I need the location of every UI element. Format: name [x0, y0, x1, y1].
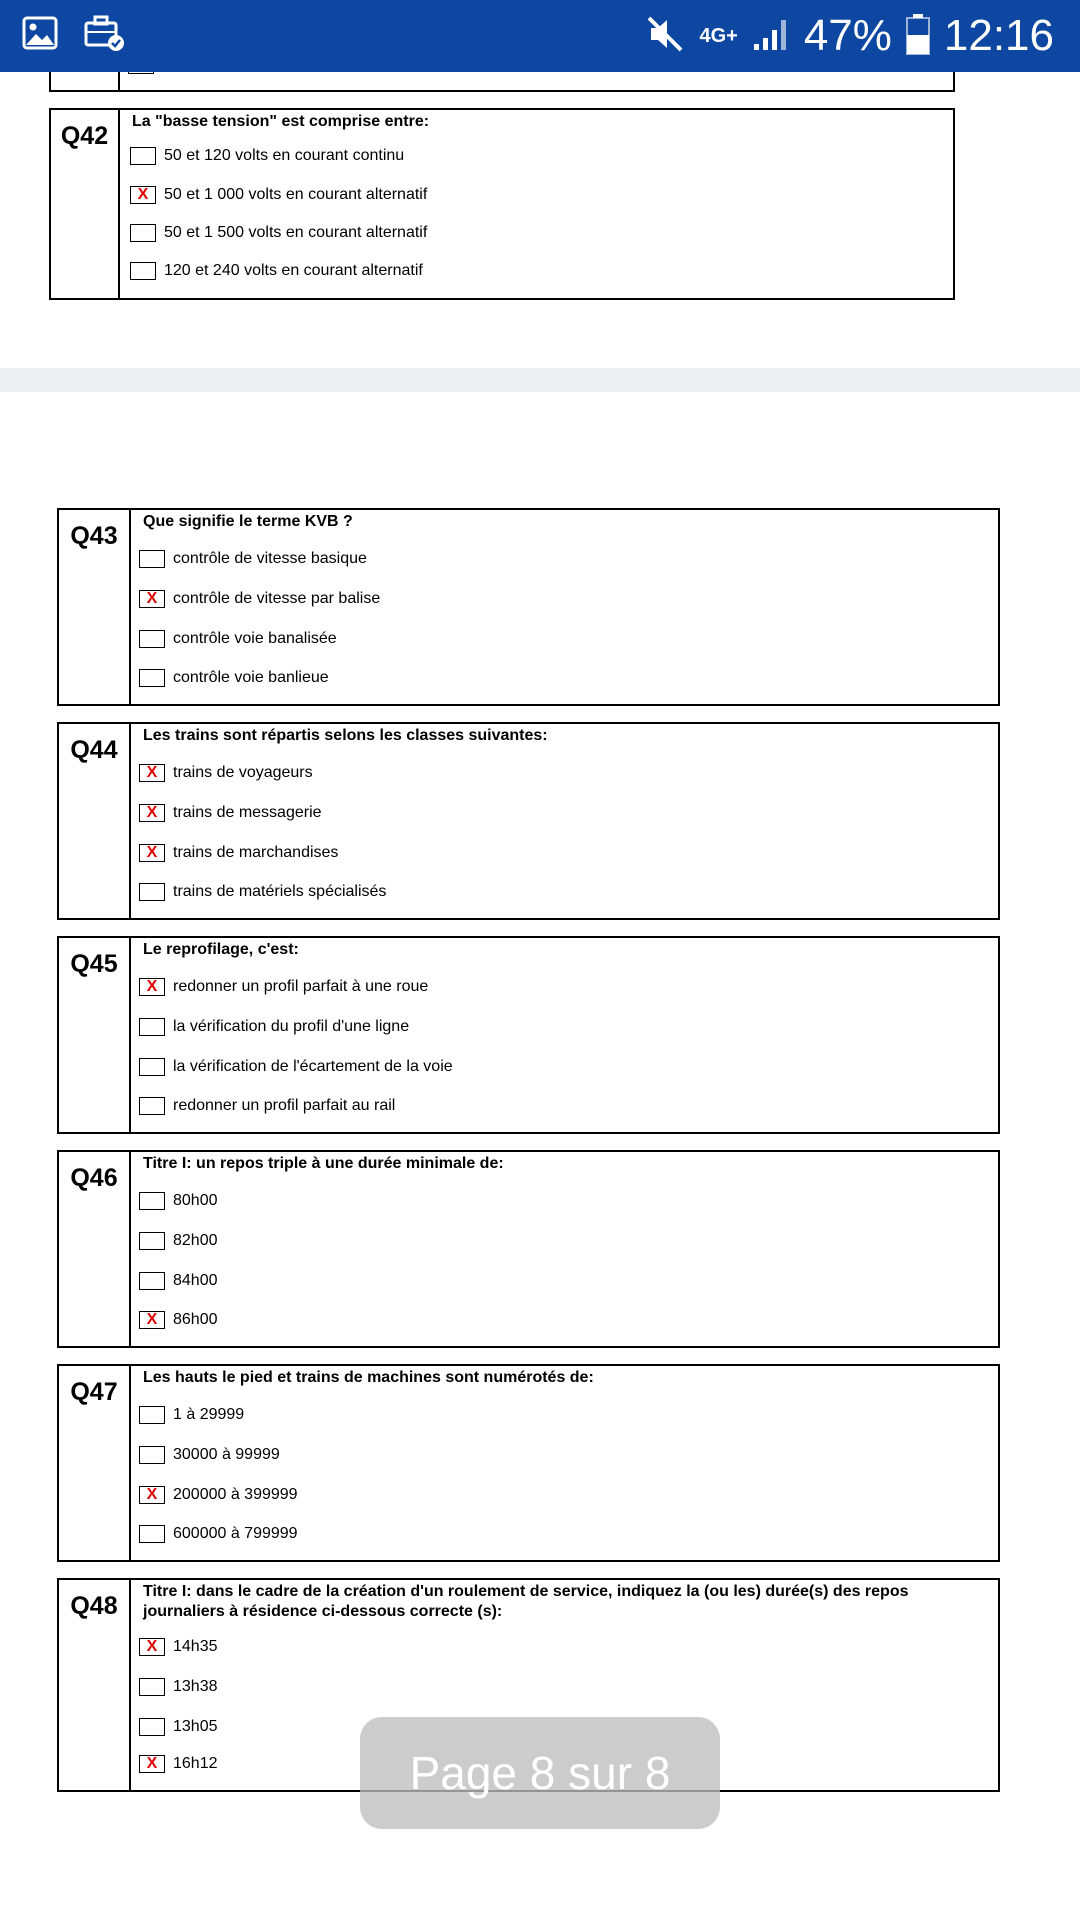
answer-option[interactable]	[139, 1232, 218, 1250]
question-title-line: Titre I: dans le cadre de la création d'un roulement de service, indiquez la (ou les) durée(s) des repos	[143, 1583, 909, 1600]
answer-label: 86h00	[173, 1311, 218, 1328]
answer-option[interactable]	[139, 1097, 395, 1115]
battery-percentage: 47%	[803, 11, 892, 60]
question-number: Q47	[59, 1366, 131, 1560]
question-number: Q46	[59, 1152, 131, 1346]
question-title: Les trains sont répartis selons les classes suivantes:	[143, 727, 548, 744]
answer-option[interactable]	[139, 1446, 280, 1464]
answer-label: trains de voyageurs	[173, 764, 313, 781]
answer-checkbox[interactable]	[139, 1097, 165, 1115]
question-block-q45	[57, 936, 1000, 1134]
answer-checkbox[interactable]	[139, 883, 165, 901]
answer-checkbox[interactable]	[139, 1058, 165, 1076]
answer-option[interactable]	[139, 1486, 298, 1504]
answer-option[interactable]	[139, 764, 313, 782]
answer-option[interactable]	[139, 804, 322, 822]
answer-label: 80h00	[173, 1192, 218, 1209]
answer-label: redonner un profil parfait à une roue	[173, 978, 429, 995]
answer-option[interactable]	[139, 550, 367, 568]
answer-option[interactable]	[139, 844, 338, 862]
answer-label: trains de messagerie	[173, 804, 322, 821]
question-block-q43	[57, 508, 1000, 706]
question-number: Q48	[59, 1580, 131, 1790]
page-indicator-toast: Page 8 sur 8	[360, 1717, 720, 1829]
answer-label: 13h38	[173, 1678, 218, 1695]
answer-checkbox-checked[interactable]: X	[139, 804, 165, 822]
clock: 12:16	[943, 11, 1054, 60]
answer-checkbox[interactable]	[139, 550, 165, 568]
answer-label: contrôle de vitesse par balise	[173, 590, 381, 607]
answer-label: 30000 à 99999	[173, 1446, 280, 1463]
answer-checkbox[interactable]	[130, 147, 156, 165]
answer-option[interactable]	[139, 1678, 218, 1696]
answer-checkbox-checked[interactable]: X	[139, 590, 165, 608]
answer-checkbox[interactable]	[139, 1525, 165, 1543]
answer-label: 14h35	[173, 1638, 218, 1655]
question-title: Titre I: un repos triple à une durée minimale de:	[143, 1155, 504, 1172]
answer-checkbox-checked[interactable]: X	[139, 1486, 165, 1504]
answer-checkbox-checked[interactable]: X	[139, 1755, 165, 1773]
answer-label: 200000 à 399999	[173, 1486, 298, 1503]
answer-checkbox[interactable]	[139, 1678, 165, 1696]
answer-label: redonner un profil parfait au rail	[173, 1097, 396, 1114]
answer-label: contrôle voie banlieue	[173, 669, 329, 686]
answer-checkbox[interactable]	[139, 1192, 165, 1210]
answer-label: la vérification du profil d'une ligne	[173, 1018, 410, 1035]
question-block-q46	[57, 1150, 1000, 1348]
answer-option[interactable]	[139, 669, 329, 687]
answer-label: 82h00	[173, 1232, 218, 1249]
question-number: Q43	[59, 510, 131, 704]
answer-option[interactable]	[139, 1755, 218, 1773]
page-separator	[0, 368, 1080, 392]
answer-label: 50 et 120 volts en courant continu	[164, 147, 405, 164]
answer-checkbox[interactable]	[139, 1272, 165, 1290]
answer-label: 120 et 240 volts en courant alternatif	[164, 262, 423, 279]
signal-icon	[752, 16, 790, 57]
answer-checkbox[interactable]	[130, 224, 156, 242]
answer-checkbox[interactable]	[139, 1018, 165, 1036]
answer-option[interactable]	[139, 883, 386, 901]
answer-checkbox-checked[interactable]: X	[130, 186, 156, 204]
question-number: Q45	[59, 938, 131, 1132]
answer-option[interactable]	[139, 1406, 244, 1424]
answer-label: 50 et 1 000 volts en courant alternatif	[164, 186, 428, 203]
answer-checkbox[interactable]	[139, 630, 165, 648]
answer-checkbox[interactable]	[139, 669, 165, 687]
answer-checkbox-checked[interactable]: X	[139, 978, 165, 996]
answer-checkbox-checked[interactable]: X	[139, 844, 165, 862]
answer-option[interactable]	[130, 262, 423, 280]
question-title: Le reprofilage, c'est:	[143, 941, 299, 958]
answer-label: contrôle voie banalisée	[173, 630, 337, 647]
battery-icon	[906, 13, 930, 60]
answer-checkbox[interactable]	[139, 1718, 165, 1736]
question-block-q44	[57, 722, 1000, 920]
answer-checkbox-checked[interactable]: X	[139, 1311, 165, 1329]
answer-label: 16h12	[173, 1755, 218, 1772]
answer-option[interactable]	[130, 186, 427, 204]
question-title: La "basse tension" est comprise entre:	[132, 113, 430, 130]
question-title	[143, 1582, 983, 1622]
answer-label: 13h05	[173, 1718, 218, 1735]
status-bar	[0, 0, 1080, 72]
answer-label: la vérification de l'écartement de la voie	[173, 1058, 453, 1075]
answer-option[interactable]	[139, 1192, 218, 1210]
answer-option[interactable]	[130, 224, 427, 242]
answer-option[interactable]	[139, 1018, 409, 1036]
answer-label: 84h00	[173, 1272, 218, 1289]
answer-label: trains de marchandises	[173, 844, 339, 861]
answer-checkbox[interactable]	[139, 1232, 165, 1250]
answer-checkbox[interactable]	[130, 262, 156, 280]
answer-checkbox[interactable]	[139, 1406, 165, 1424]
answer-option[interactable]	[139, 1718, 218, 1736]
network-type-label: 4G+	[699, 25, 738, 47]
answer-option[interactable]	[139, 1525, 298, 1543]
answer-option[interactable]	[139, 590, 380, 608]
question-title: Que signifie le terme KVB ?	[143, 513, 353, 530]
answer-label: 50 et 1 500 volts en courant alternatif	[164, 224, 428, 241]
answer-option[interactable]	[139, 1272, 218, 1290]
answer-option[interactable]	[139, 1638, 218, 1656]
question-number: Q44	[59, 724, 131, 918]
answer-option[interactable]	[139, 1311, 218, 1329]
answer-checkbox-checked[interactable]: X	[139, 1638, 165, 1656]
gallery-icon	[22, 16, 58, 55]
answer-checkbox-checked[interactable]: X	[139, 764, 165, 782]
answer-option[interactable]	[139, 630, 337, 648]
answer-label: contrôle de vitesse basique	[173, 550, 367, 567]
question-block-q47	[57, 1364, 1000, 1562]
mute-icon	[645, 14, 685, 59]
question-title: Les hauts le pied et trains de machines sont numérotés de:	[143, 1369, 594, 1386]
answer-option[interactable]	[139, 1058, 453, 1076]
answer-option[interactable]	[139, 978, 428, 996]
briefcase-icon	[84, 14, 126, 57]
answer-label: 1 à 29999	[173, 1406, 245, 1423]
answer-label: trains de matériels spécialisés	[173, 883, 387, 900]
question-block-q42	[49, 108, 955, 300]
answer-option[interactable]	[130, 147, 404, 165]
question-title-line: journaliers à résidence ci-dessous correcte (s):	[143, 1603, 503, 1620]
question-number: Q42	[51, 110, 120, 298]
answer-checkbox[interactable]	[139, 1446, 165, 1464]
answer-label: 600000 à 799999	[173, 1525, 298, 1542]
